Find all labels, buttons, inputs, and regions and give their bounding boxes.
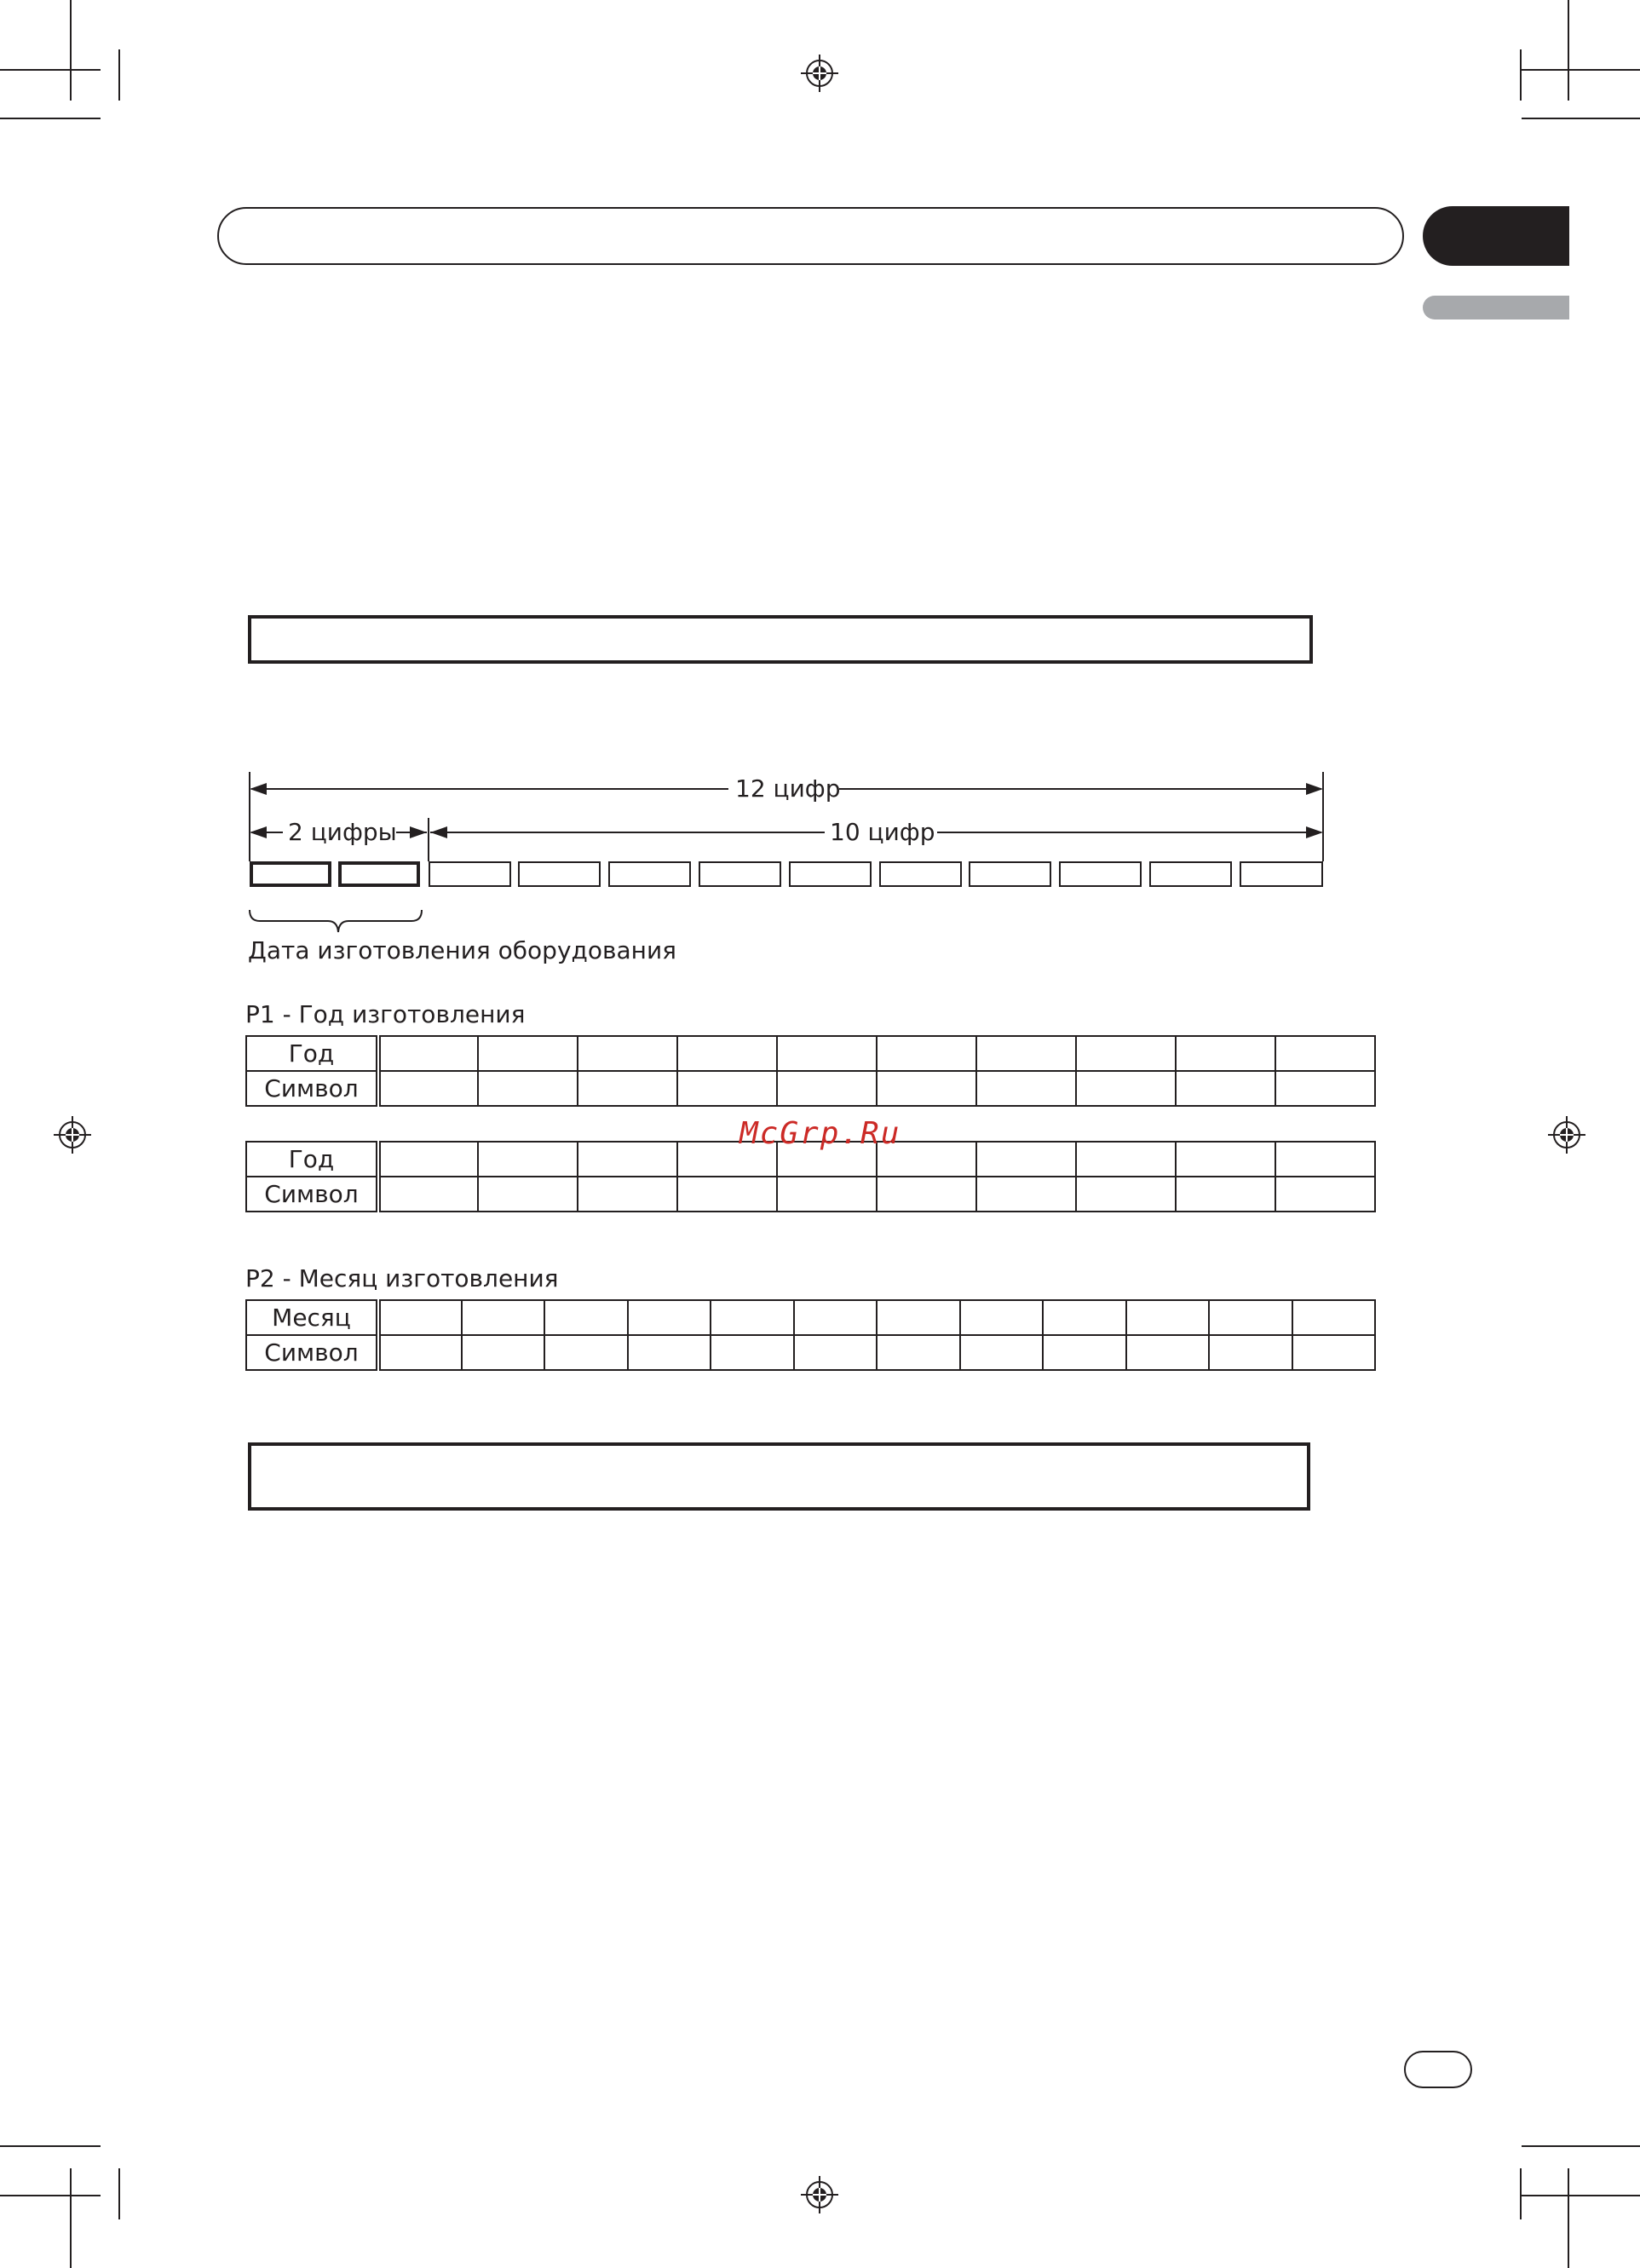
serial-digit-box (879, 861, 962, 887)
p1-year-table-2 (245, 1141, 1376, 1212)
page-number-badge (1404, 2051, 1472, 2088)
date-digit-box (250, 861, 331, 887)
row-label-symbol: Символ (246, 1071, 378, 1106)
date-digits-label: 2 цифры (288, 818, 397, 846)
serial-digit-box (1240, 861, 1323, 887)
serial-digit-box (429, 861, 511, 887)
table-row (246, 1177, 1375, 1212)
row-label-symbol: Символ (246, 1335, 378, 1370)
table-row (246, 1036, 1375, 1071)
digit-dimension-lines (0, 0, 1640, 963)
row-label-year: Год (246, 1036, 378, 1071)
table-row (246, 1335, 1375, 1370)
table-row (246, 1071, 1375, 1106)
registration-mark-left (54, 1116, 91, 1154)
serial-digit-box (1059, 861, 1142, 887)
p2-month-table (245, 1299, 1376, 1371)
serial-digit-box (699, 861, 781, 887)
row-label-year: Год (246, 1142, 378, 1177)
row-label-month: Месяц (246, 1300, 378, 1335)
date-digit-box (338, 861, 420, 887)
serial-digit-box (518, 861, 601, 887)
p1-title: P1 - Год изготовления (245, 1000, 526, 1028)
note-box-bottom (248, 1442, 1310, 1511)
brace-caption: Дата изготовления оборудования (248, 936, 677, 964)
registration-mark-bottom (801, 2176, 838, 2213)
p2-title: P2 - Месяц изготовления (245, 1264, 559, 1292)
row-label-symbol: Символ (246, 1177, 378, 1212)
serial-digit-box (969, 861, 1051, 887)
serial-digit-box (608, 861, 691, 887)
registration-mark-right (1548, 1116, 1585, 1154)
serial-digits-label: 10 цифр (830, 818, 935, 846)
p1-year-table-1 (245, 1035, 1376, 1107)
serial-digit-box (1149, 861, 1232, 887)
total-digits-label: 12 цифр (735, 774, 841, 803)
watermark: McGrp.Ru (739, 1116, 901, 1151)
table-row (246, 1300, 1375, 1335)
serial-digit-box (789, 861, 872, 887)
